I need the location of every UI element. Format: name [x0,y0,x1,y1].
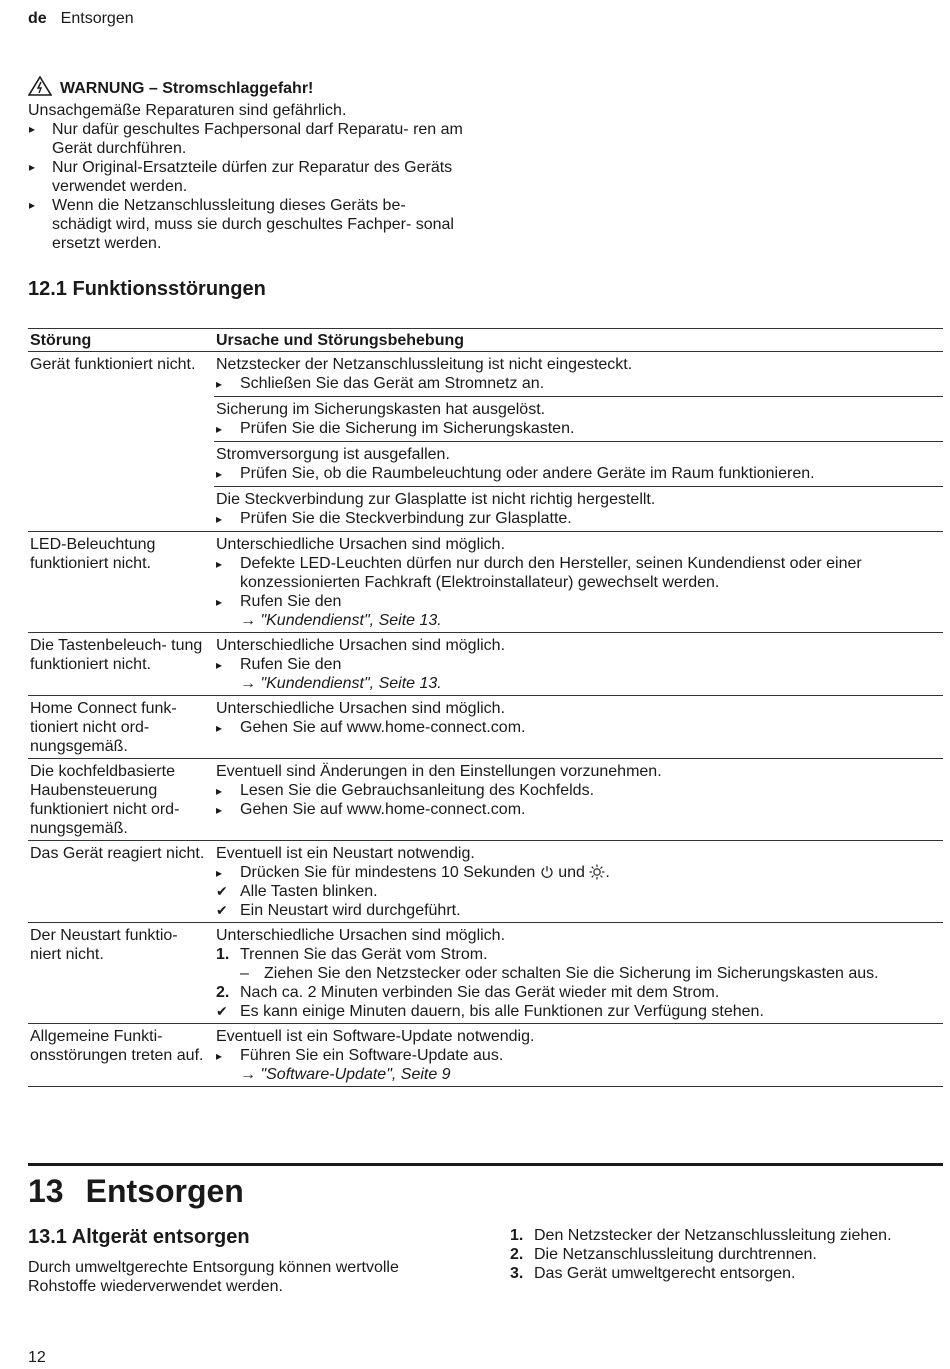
cause-block [214,396,943,441]
action-item [216,464,941,483]
bullet-triangle-icon [216,419,236,439]
section-heading-12-1 [28,280,266,299]
bullet-triangle-icon [216,592,236,612]
section-number: 12.1 [28,278,67,300]
fault-cell: LED-Beleuchtung funktioniert nicht. [28,532,214,633]
cause-text: Eventuell sind Änderungen in den Einstellungen vorzunehmen. [216,763,662,780]
check-icon: ✔ [216,902,228,918]
action-text: Prüfen Sie die Sicherung im Sicherungskasten. [240,420,575,437]
cause-text: Unterschiedliche Ursachen sind möglich. [216,700,506,717]
step-item [510,1245,940,1264]
light-icon [589,864,605,880]
result-text: Ein Neustart wird durchgeführt. [240,902,461,919]
cause-cell [214,352,943,532]
step-number: 2. [510,1246,524,1263]
check-icon: ✔ [216,1003,228,1019]
fault-cell: Das Gerät reagiert nicht. [28,841,214,923]
warning-title-row [28,76,468,101]
result-item [216,901,941,920]
table-row [28,696,943,759]
action-item [216,863,941,882]
table-row [28,1024,943,1087]
table-row [28,532,943,633]
result-item [216,882,941,901]
disposal-steps [510,1226,940,1283]
bullet-triangle-icon [216,655,236,675]
step-text: Nach ca. 2 Minuten verbinden Sie das Gerät wieder mit dem Strom. [240,984,720,1001]
bullet-triangle-icon [216,718,236,738]
step-number: 2. [216,984,230,1001]
cause-text: Unterschiedliche Ursachen sind möglich. [216,536,506,553]
result-text: Es kann einige Minuten dauern, bis alle Funktionen zur Verfügung stehen. [240,1003,764,1020]
step-text: Das Gerät umweltgerecht entsorgen. [534,1265,796,1282]
arrow-right-icon: → [240,1066,256,1083]
header-section: Entsorgen [60,10,134,27]
page-number: 12 [28,1349,46,1366]
dash-icon: – [240,965,249,982]
bullet-triangle-icon [216,464,236,484]
action-item [216,655,941,693]
cause-text: Die Steckverbindung zur Glasplatte ist nicht richtig hergestellt. [216,491,656,508]
step-number: 3. [510,1265,524,1282]
column-header-cause: Ursache und Störungsbehebung [214,329,943,352]
action-item [216,781,941,800]
warning-title: WARNUNG – Stromschlaggefahr! [60,80,314,97]
bullet-triangle-icon [216,781,236,801]
action-text: Prüfen Sie die Steckverbindung zur Glasplatte. [240,510,572,527]
warning-box [28,76,468,253]
table-header-row [28,329,943,352]
result-item [216,1002,941,1021]
action-item [216,718,941,737]
step-item [510,1226,940,1245]
action-text: Rufen Sie den [240,593,342,610]
cause-text: Unterschiedliche Ursachen sind möglich. [216,927,506,944]
cause-block [214,486,943,531]
cause-text: Stromversorgung ist ausgefallen. [216,446,450,463]
action-text: Rufen Sie den [240,656,342,673]
warning-item: ▸ Nur Original-Ersatzteile dürfen zur Reparatur des Geräts verwendet werden. [28,158,468,196]
section-heading-13-1 [28,1228,250,1247]
action-text: Lesen Sie die Gebrauchsanleitung des Kochfelds. [240,782,595,799]
step-item [216,945,941,964]
bullet-triangle-icon [216,554,236,574]
fault-cell: Die kochfeldbasierte Haubensteuerung funktioniert nicht ord- nungsgemäß. [28,759,214,841]
cross-reference-link[interactable]: "Kundendienst", Seite 13. [260,612,442,629]
cause-text: Unterschiedliche Ursachen sind möglich. [216,637,506,654]
check-icon: ✔ [216,883,228,899]
fault-cell: Home Connect funk- tioniert nicht ord- nungsgemäß. [28,696,214,759]
bullet-triangle-icon [216,509,236,529]
cause-text: Eventuell ist ein Neustart notwendig. [216,845,475,862]
warning-triangle-icon [28,76,52,101]
chapter-heading-13 [28,1172,244,1210]
cause-cell [214,532,943,633]
action-item [216,419,941,438]
bullet-triangle-icon [216,1046,236,1066]
action-text-end: . [605,864,610,881]
chapter-divider [28,1163,943,1166]
fault-cell: Gerät funktioniert nicht. [28,352,214,532]
cause-cell [214,759,943,841]
cause-cell [214,1024,943,1087]
bullet-triangle-icon [216,800,236,820]
power-icon [540,865,554,879]
action-text: Gehen Sie auf www.home-connect.com. [240,719,526,736]
fault-table [28,328,943,1087]
cause-text: Netzstecker der Netzanschlussleitung ist nicht eingesteckt. [216,356,633,373]
fault-cell: Die Tastenbeleuch- tung funktioniert nicht. [28,633,214,696]
action-text: Gehen Sie auf www.home-connect.com. [240,801,526,818]
action-text: Führen Sie ein Software-Update aus. [240,1047,504,1064]
action-text: Defekte LED-Leuchten dürfen nur durch den Hersteller, seinen Kundendienst oder einer konzessionierten Fachkraft (Elektroinstallateur) gewechselt werden. [240,555,862,591]
table-row [28,633,943,696]
chapter-number: 13 [28,1173,64,1209]
section-title: Funktionsstörungen [72,278,266,300]
cause-text: Eventuell ist ein Software-Update notwendig. [216,1028,535,1045]
sub-step-item [216,964,941,983]
column-header-fault: Störung [28,329,214,352]
warning-intro: Unsachgemäße Reparaturen sind gefährlich. [28,102,347,119]
cause-text: Sicherung im Sicherungskasten hat ausgelöst. [216,401,546,418]
warning-item: ▸ Wenn die Netzanschlussleitung dieses Geräts be- schädigt wird, muss sie durch geschultes Fachper- sonal ersetzt werden. [28,196,468,253]
step-item [510,1264,940,1283]
table-row [28,352,943,532]
section-paragraph: Durch umweltgerechte Entsorgung können wertvolle Rohstoffe wiederverwendet werden. [28,1259,399,1295]
step-number: 1. [510,1227,524,1244]
table-row [28,923,943,1024]
table-row [28,841,943,923]
cross-reference-link[interactable]: "Kundendienst", Seite 13. [260,675,442,692]
cross-reference-link[interactable]: "Software-Update", Seite 9 [260,1066,451,1083]
page-header [28,9,134,28]
warning-item: ▸ Nur dafür geschultes Fachpersonal darf Reparatu- ren am Gerät durchführen. [28,120,468,158]
step-text: Den Netzstecker der Netzanschlussleitung ziehen. [534,1227,892,1244]
section-number: 13.1 [28,1226,67,1248]
action-text: Drücken Sie für mindestens 10 Sekunden [240,864,536,881]
action-item [216,592,941,630]
step-item [216,983,941,1002]
fault-cell: Allgemeine Funkti- onsstörungen treten auf. [28,1024,214,1087]
section-title: Altgerät entsorgen [71,1226,250,1248]
cause-block [214,352,943,396]
sub-step-text: Ziehen Sie den Netzstecker oder schalten Sie die Sicherung im Sicherungskasten aus. [264,965,879,982]
result-text: Alle Tasten blinken. [240,883,378,900]
cause-cell [214,633,943,696]
step-text: Die Netzanschlussleitung durchtrennen. [534,1246,817,1263]
bullet-triangle-icon [216,863,236,883]
step-text: Trennen Sie das Gerät vom Strom. [240,946,488,963]
chapter-title: Entsorgen [85,1173,244,1209]
step-number: 1. [216,946,230,963]
arrow-right-icon: → [240,675,256,692]
action-item [216,509,941,528]
language-code: de [28,10,47,27]
action-text-and: und [558,864,585,881]
action-text: Schließen Sie das Gerät am Stromnetz an. [240,375,545,392]
bullet-triangle-icon [216,374,236,394]
table-row [28,759,943,841]
action-text: Prüfen Sie, ob die Raumbeleuchtung oder andere Geräte im Raum funktionieren. [240,465,815,482]
action-item [216,554,941,592]
action-item [216,1046,941,1084]
cause-cell [214,696,943,759]
cause-block [214,441,943,486]
fault-cell: Der Neustart funktio- niert nicht. [28,923,214,1024]
cause-cell [214,841,943,923]
action-item [216,800,941,819]
action-item [216,374,941,393]
cause-cell [214,923,943,1024]
arrow-right-icon: → [240,612,256,629]
